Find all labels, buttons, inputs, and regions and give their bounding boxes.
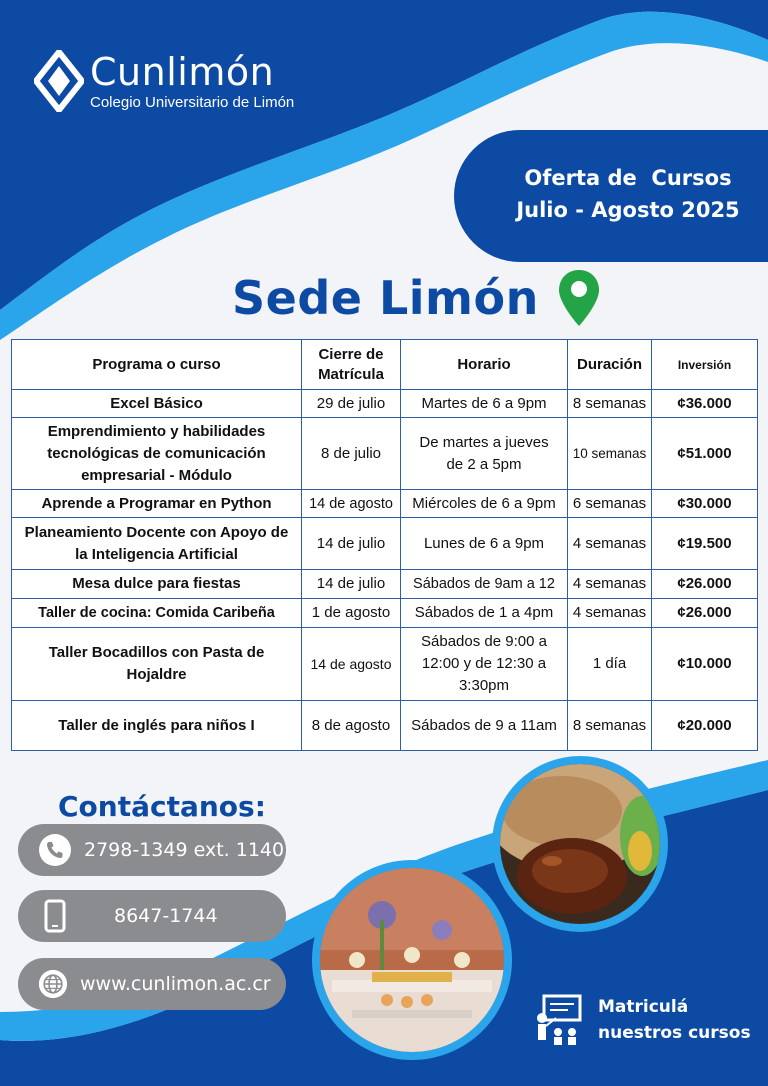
brand-name: Cunlimón <box>90 49 275 94</box>
phone-pill[interactable] <box>18 824 286 876</box>
mobile-icon <box>38 899 72 933</box>
header-schedule: Horario <box>401 340 568 390</box>
offer-banner <box>498 162 758 226</box>
table-row <box>12 701 758 751</box>
cell-schedule: De martes a jueves de 2 a 5pm <box>401 418 568 490</box>
sede-title: Sede Limón <box>232 271 539 325</box>
cell-duration: 8 semanas <box>568 390 652 418</box>
cell-closing: 14 de julio <box>302 570 401 599</box>
cell-closing: 14 de agosto <box>302 490 401 518</box>
enroll-line2: nuestros cursos <box>598 1023 751 1043</box>
cell-program: Taller de inglés para niños I <box>12 701 302 751</box>
courses-table <box>11 339 758 751</box>
cell-price: ¢26.000 <box>652 599 758 628</box>
table-row <box>12 418 758 490</box>
cell-closing: 14 de agosto <box>302 628 401 701</box>
table-row <box>12 628 758 701</box>
cunlimon-logo <box>34 50 294 112</box>
cell-price: ¢20.000 <box>652 701 758 751</box>
brand-subtitle: Colegio Universitario de Limón <box>90 93 295 111</box>
cell-price: ¢30.000 <box>652 490 758 518</box>
enroll-callout[interactable] <box>536 994 751 1046</box>
table-row <box>12 518 758 570</box>
cell-duration: 10 semanas <box>568 418 652 490</box>
cell-price: ¢36.000 <box>652 390 758 418</box>
enroll-line1: Matriculá <box>598 997 689 1017</box>
website-pill[interactable] <box>18 958 286 1010</box>
cell-price: ¢26.000 <box>652 570 758 599</box>
cell-program: Excel Básico <box>12 390 302 418</box>
cell-schedule: Martes de 6 a 9pm <box>401 390 568 418</box>
mobile-pill[interactable] <box>18 890 286 942</box>
presentation-icon <box>536 994 582 1046</box>
table-header-row <box>12 340 758 390</box>
cell-program: Taller Bocadillos con Pasta de Hojaldre <box>12 628 302 701</box>
table-row <box>12 570 758 599</box>
table-row <box>12 390 758 418</box>
offer-line2: Julio - Agosto 2025 <box>516 198 740 222</box>
table-row <box>12 599 758 628</box>
cell-duration: 8 semanas <box>568 701 652 751</box>
caribbean-food-photo <box>492 756 668 932</box>
cell-program: Aprende a Programar en Python <box>12 490 302 518</box>
location-pin-icon <box>557 268 601 328</box>
globe-icon <box>38 969 68 999</box>
cell-program: Taller de cocina: Comida Caribeña <box>12 599 302 628</box>
offer-line1: Oferta de Cursos <box>524 166 732 190</box>
cell-closing: 8 de agosto <box>302 701 401 751</box>
cell-schedule: Miércoles de 6 a 9pm <box>401 490 568 518</box>
phone-number: 2798-1349 ext. 1140 <box>84 839 285 861</box>
cell-program: Planeamiento Docente con Apoyo de la Inteligencia Artificial <box>12 518 302 570</box>
cell-closing: 29 de julio <box>302 390 401 418</box>
cell-price: ¢19.500 <box>652 518 758 570</box>
cell-duration: 4 semanas <box>568 599 652 628</box>
cell-schedule: Sábados de 1 a 4pm <box>401 599 568 628</box>
sede-heading <box>232 268 601 328</box>
cell-schedule: Sábados de 9:00 a 12:00 y de 12:30 a 3:30pm <box>401 628 568 701</box>
cell-price: ¢10.000 <box>652 628 758 701</box>
header-duration: Duración <box>568 340 652 390</box>
cell-closing: 14 de julio <box>302 518 401 570</box>
cunlimon-logo-mark <box>34 50 84 112</box>
header-investment: Inversión <box>652 340 758 390</box>
cell-duration: 4 semanas <box>568 570 652 599</box>
table-row <box>12 490 758 518</box>
contact-title: Contáctanos: <box>58 790 266 823</box>
cell-duration: 6 semanas <box>568 490 652 518</box>
phone-icon <box>38 833 72 867</box>
cell-schedule: Sábados de 9 a 11am <box>401 701 568 751</box>
cell-duration: 1 día <box>568 628 652 701</box>
website-url: www.cunlimon.ac.cr <box>80 973 271 995</box>
cell-program: Emprendimiento y habilidades tecnológicas de comunicación empresarial - Módulo <box>12 418 302 490</box>
header-program: Programa o curso <box>12 340 302 390</box>
cell-schedule: Lunes de 6 a 9pm <box>401 518 568 570</box>
dessert-table-photo <box>312 860 512 1060</box>
cell-duration: 4 semanas <box>568 518 652 570</box>
mobile-number: 8647-1744 <box>114 905 218 927</box>
cell-price: ¢51.000 <box>652 418 758 490</box>
cell-schedule: Sábados de 9am a 12 <box>401 570 568 599</box>
cell-program: Mesa dulce para fiestas <box>12 570 302 599</box>
cell-closing: 1 de agosto <box>302 599 401 628</box>
cell-closing: 8 de julio <box>302 418 401 490</box>
header-closing: Cierre de Matrícula <box>302 340 401 390</box>
